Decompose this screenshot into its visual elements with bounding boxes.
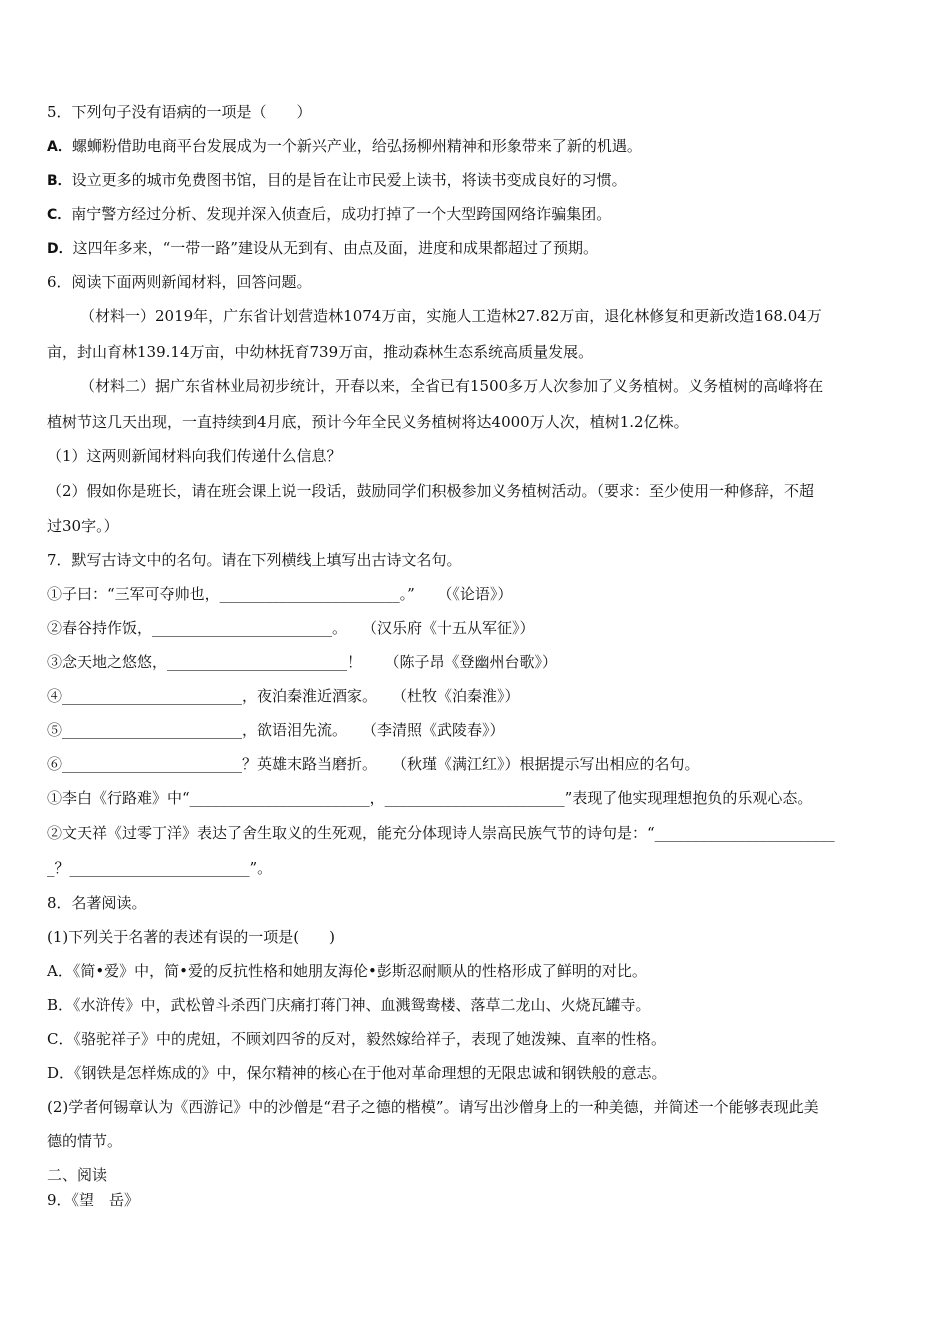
q7-item-9: _？________________________”。 [47, 859, 273, 877]
q8-option-a: A．《简•爱》中，简•爱的反抗性格和她朋友海伦•彭斯忍耐顺从的性格形成了鲜明的对比。 [47, 962, 647, 980]
q7-item-3: ③念天地之悠悠，________________________！ （陈子昂《登幽州台歌》） [47, 653, 558, 671]
q8-option-d: D．《钢铁是怎样炼成的》中，保尔精神的核心在于他对革命理想的无限忠诚和钢铁般的意志。 [47, 1064, 667, 1082]
q5-option-a [47, 136, 642, 157]
option-text: 南宁警方经过分析、发现并深入侦查后，成功打掉了一个大型跨国网络诈骗集团。 [71, 205, 612, 223]
option-label: A． [47, 139, 72, 155]
q8-sub2-line2: 德的情节。 [47, 1132, 123, 1150]
q5-option-b [47, 170, 627, 191]
q7-item-4: ④________________________，夜泊秦淮近酒家。 （杜牧《泊秦淮》） [47, 687, 520, 705]
q7-stem: 7．默写古诗文中的名句。请在下列横线上填写出古诗文名句。 [47, 551, 462, 569]
q5-option-c [47, 204, 611, 225]
q8-option-c: C．《骆驼祥子》中的虎妞，不顾刘四爷的反对，毅然嫁给祥子，表现了她泼辣、直率的性格。 [47, 1030, 666, 1048]
q6-sub1: （1）这两则新闻材料向我们传递什么信息？ [47, 447, 342, 465]
q8-stem: 8．名著阅读。 [47, 894, 147, 912]
q6-material2-line2: 植树节这几天出现，一直持续到4月底，预计今年全民义务植树将达4000万人次，植树1.2亿株。 [47, 413, 689, 431]
q7-item-5: ⑤________________________，欲语泪先流。 （李清照《武陵春》） [47, 721, 505, 739]
q8-option-b: B．《水浒传》中，武松曾斗杀西门庆痛打蒋门神、血溅鸳鸯楼、落草二龙山、火烧瓦罐寺。 [47, 996, 651, 1014]
q7-item-6: ⑥________________________？英雄末路当磨折。 （秋瑾《满江红》）根据提示写出相应的名句。 [47, 755, 700, 773]
option-text: 设立更多的城市免费图书馆，目的是旨在让市民爱上读书，将读书变成良好的习惯。 [71, 171, 627, 189]
q7-item-1: ①子曰：“三军可夺帅也，________________________。” （《论语》） [47, 585, 513, 603]
q6-stem: 6．阅读下面两则新闻材料，回答问题。 [47, 273, 312, 291]
section-heading: 二、阅读 [47, 1166, 108, 1184]
q6-material1-line2: 亩，封山育林139.14万亩，中幼林抚育739万亩，推动森林生态系统高质量发展。 [47, 343, 594, 361]
option-label: B． [47, 173, 72, 189]
q6-sub2-line1: （2）假如你是班长，请在班会课上说一段话，鼓励同学们积极参加义务植树活动。（要求：至少使用一种修辞，不超 [47, 482, 815, 500]
option-label: D． [47, 241, 73, 257]
q7-item-8: ②文天祥《过零丁洋》表达了舍生取义的生死观，能充分体现诗人崇高民族气节的诗句是：“________________________ [47, 824, 835, 842]
q7-item-7: ①李白《行路难》中“________________________，________________________”表现了他实现理想抱负的乐观心态。 [47, 789, 813, 807]
option-text: 螺蛳粉借助电商平台发展成为一个新兴产业，给弘扬柳州精神和形象带来了新的机遇。 [71, 137, 642, 155]
q6-material1-line1: （材料一）2019年，广东省计划营造林1074万亩，实施人工造林27.82万亩，退化林修复和更新改造168.04万 [80, 307, 822, 325]
option-text: 这四年多来，“一带一路”建设从无到有、由点及面，进度和成果都超过了预期。 [72, 239, 598, 257]
q8-sub1: (1)下列关于名著的表述有误的一项是( ) [47, 928, 335, 946]
q8-sub2-line1: (2)学者何锡章认为《西游记》中的沙僧是“君子之德的楷模”。请写出沙僧身上的一种美德，并简述一个能够表现此美 [47, 1098, 819, 1116]
q5-option-d [47, 238, 598, 259]
option-label: C． [47, 207, 72, 223]
q6-sub2-line2: 过30字。） [47, 517, 119, 535]
q6-material2-line1: （材料二）据广东省林业局初步统计，开春以来，全省已有1500多万人次参加了义务植树。义务植树的高峰将在 [80, 377, 824, 395]
q7-item-2: ②春谷持作饭，________________________。 （汉乐府《十五从军征》） [47, 619, 535, 637]
q5-stem: 5．下列句子没有语病的一项是（ ） [47, 103, 312, 121]
q9-title: 9．《望 岳》 [47, 1191, 140, 1209]
